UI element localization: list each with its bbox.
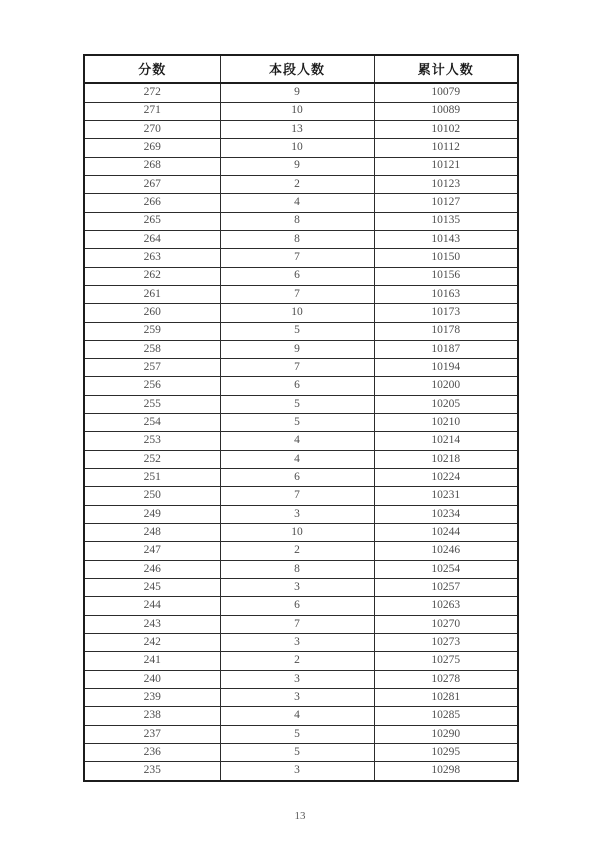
cell-segment-count: 6 xyxy=(220,469,374,487)
cell-cumulative-count: 10123 xyxy=(374,175,518,193)
cell-cumulative-count: 10234 xyxy=(374,505,518,523)
table-row xyxy=(84,542,518,560)
cell-score: 245 xyxy=(84,579,220,597)
table-row xyxy=(84,524,518,542)
cell-score: 271 xyxy=(84,102,220,120)
cell-score: 257 xyxy=(84,359,220,377)
cell-segment-count: 4 xyxy=(220,194,374,212)
cell-segment-count: 10 xyxy=(220,139,374,157)
table-row xyxy=(84,597,518,615)
cell-cumulative-count: 10173 xyxy=(374,304,518,322)
cell-segment-count: 3 xyxy=(220,670,374,688)
cell-score: 235 xyxy=(84,762,220,781)
cell-segment-count: 7 xyxy=(220,285,374,303)
cell-cumulative-count: 10254 xyxy=(374,560,518,578)
table-row xyxy=(84,212,518,230)
table-row xyxy=(84,120,518,138)
table-row xyxy=(84,157,518,175)
cell-score: 251 xyxy=(84,469,220,487)
cell-score: 268 xyxy=(84,157,220,175)
table-row xyxy=(84,652,518,670)
cell-cumulative-count: 10281 xyxy=(374,689,518,707)
cell-cumulative-count: 10263 xyxy=(374,597,518,615)
cell-segment-count: 3 xyxy=(220,689,374,707)
cell-score: 253 xyxy=(84,432,220,450)
cell-score: 266 xyxy=(84,194,220,212)
cell-segment-count: 2 xyxy=(220,542,374,560)
cell-score: 265 xyxy=(84,212,220,230)
cell-segment-count: 13 xyxy=(220,120,374,138)
table-row xyxy=(84,249,518,267)
cell-score: 261 xyxy=(84,285,220,303)
cell-score: 264 xyxy=(84,230,220,248)
cell-score: 258 xyxy=(84,340,220,358)
table-row xyxy=(84,175,518,193)
cell-score: 236 xyxy=(84,744,220,762)
cell-cumulative-count: 10290 xyxy=(374,725,518,743)
cell-segment-count: 7 xyxy=(220,249,374,267)
cell-segment-count: 5 xyxy=(220,414,374,432)
cell-cumulative-count: 10156 xyxy=(374,267,518,285)
table-row xyxy=(84,230,518,248)
table-row xyxy=(84,579,518,597)
table-row xyxy=(84,414,518,432)
cell-score: 243 xyxy=(84,615,220,633)
header-cell-segment-count: 本段人数 xyxy=(220,55,374,83)
cell-cumulative-count: 10163 xyxy=(374,285,518,303)
cell-score: 240 xyxy=(84,670,220,688)
table-header-row xyxy=(84,55,518,83)
page-number: 13 xyxy=(294,810,306,822)
cell-cumulative-count: 10270 xyxy=(374,615,518,633)
cell-segment-count: 4 xyxy=(220,707,374,725)
table-row xyxy=(84,377,518,395)
cell-cumulative-count: 10244 xyxy=(374,524,518,542)
cell-score: 249 xyxy=(84,505,220,523)
cell-segment-count: 8 xyxy=(220,560,374,578)
cell-segment-count: 4 xyxy=(220,450,374,468)
cell-score: 269 xyxy=(84,139,220,157)
cell-segment-count: 6 xyxy=(220,267,374,285)
cell-segment-count: 5 xyxy=(220,322,374,340)
cell-segment-count: 3 xyxy=(220,762,374,781)
cell-cumulative-count: 10187 xyxy=(374,340,518,358)
cell-cumulative-count: 10089 xyxy=(374,102,518,120)
cell-cumulative-count: 10273 xyxy=(374,634,518,652)
cell-cumulative-count: 10295 xyxy=(374,744,518,762)
table-row xyxy=(84,469,518,487)
cell-cumulative-count: 10205 xyxy=(374,395,518,413)
header-cell-score: 分数 xyxy=(84,55,220,83)
cell-score: 248 xyxy=(84,524,220,542)
cell-segment-count: 7 xyxy=(220,487,374,505)
cell-cumulative-count: 10298 xyxy=(374,762,518,781)
table-row xyxy=(84,670,518,688)
table-row xyxy=(84,744,518,762)
table-row xyxy=(84,689,518,707)
cell-score: 244 xyxy=(84,597,220,615)
cell-score: 238 xyxy=(84,707,220,725)
cell-cumulative-count: 10143 xyxy=(374,230,518,248)
cell-cumulative-count: 10231 xyxy=(374,487,518,505)
cell-cumulative-count: 10218 xyxy=(374,450,518,468)
score-distribution-table xyxy=(83,54,519,782)
table-row xyxy=(84,340,518,358)
cell-segment-count: 9 xyxy=(220,340,374,358)
cell-score: 252 xyxy=(84,450,220,468)
table-row xyxy=(84,83,518,102)
cell-cumulative-count: 10214 xyxy=(374,432,518,450)
table-row xyxy=(84,762,518,781)
cell-segment-count: 6 xyxy=(220,377,374,395)
table-row xyxy=(84,267,518,285)
cell-cumulative-count: 10246 xyxy=(374,542,518,560)
table-row xyxy=(84,634,518,652)
cell-cumulative-count: 10210 xyxy=(374,414,518,432)
cell-segment-count: 5 xyxy=(220,744,374,762)
cell-score: 272 xyxy=(84,83,220,102)
cell-segment-count: 7 xyxy=(220,615,374,633)
cell-segment-count: 3 xyxy=(220,634,374,652)
table-row xyxy=(84,322,518,340)
cell-score: 263 xyxy=(84,249,220,267)
cell-score: 242 xyxy=(84,634,220,652)
cell-segment-count: 8 xyxy=(220,212,374,230)
cell-cumulative-count: 10102 xyxy=(374,120,518,138)
cell-score: 262 xyxy=(84,267,220,285)
cell-cumulative-count: 10112 xyxy=(374,139,518,157)
table-row xyxy=(84,194,518,212)
cell-score: 237 xyxy=(84,725,220,743)
table-row xyxy=(84,139,518,157)
cell-cumulative-count: 10278 xyxy=(374,670,518,688)
cell-cumulative-count: 10257 xyxy=(374,579,518,597)
table-row xyxy=(84,707,518,725)
cell-score: 239 xyxy=(84,689,220,707)
table-row xyxy=(84,359,518,377)
cell-cumulative-count: 10200 xyxy=(374,377,518,395)
header-cell-cumulative-count: 累计人数 xyxy=(374,55,518,83)
cell-segment-count: 5 xyxy=(220,725,374,743)
table-row xyxy=(84,615,518,633)
table-row xyxy=(84,304,518,322)
cell-score: 260 xyxy=(84,304,220,322)
cell-cumulative-count: 10127 xyxy=(374,194,518,212)
cell-segment-count: 5 xyxy=(220,395,374,413)
cell-cumulative-count: 10079 xyxy=(374,83,518,102)
cell-segment-count: 8 xyxy=(220,230,374,248)
table-row xyxy=(84,102,518,120)
cell-score: 259 xyxy=(84,322,220,340)
cell-segment-count: 2 xyxy=(220,652,374,670)
cell-cumulative-count: 10121 xyxy=(374,157,518,175)
cell-segment-count: 7 xyxy=(220,359,374,377)
cell-segment-count: 9 xyxy=(220,157,374,175)
cell-segment-count: 10 xyxy=(220,304,374,322)
table-row xyxy=(84,487,518,505)
table-row xyxy=(84,395,518,413)
cell-score: 246 xyxy=(84,560,220,578)
table-body xyxy=(84,83,518,781)
table-row xyxy=(84,560,518,578)
cell-score: 241 xyxy=(84,652,220,670)
cell-segment-count: 6 xyxy=(220,597,374,615)
table-row xyxy=(84,450,518,468)
cell-segment-count: 3 xyxy=(220,579,374,597)
cell-cumulative-count: 10224 xyxy=(374,469,518,487)
cell-cumulative-count: 10178 xyxy=(374,322,518,340)
table-row xyxy=(84,285,518,303)
table-row xyxy=(84,505,518,523)
cell-score: 254 xyxy=(84,414,220,432)
cell-cumulative-count: 10275 xyxy=(374,652,518,670)
cell-score: 267 xyxy=(84,175,220,193)
cell-score: 255 xyxy=(84,395,220,413)
cell-segment-count: 4 xyxy=(220,432,374,450)
cell-score: 270 xyxy=(84,120,220,138)
cell-cumulative-count: 10150 xyxy=(374,249,518,267)
cell-segment-count: 2 xyxy=(220,175,374,193)
cell-cumulative-count: 10135 xyxy=(374,212,518,230)
table-row xyxy=(84,725,518,743)
cell-segment-count: 10 xyxy=(220,102,374,120)
cell-cumulative-count: 10285 xyxy=(374,707,518,725)
cell-score: 250 xyxy=(84,487,220,505)
cell-segment-count: 9 xyxy=(220,83,374,102)
cell-segment-count: 10 xyxy=(220,524,374,542)
table-row xyxy=(84,432,518,450)
cell-score: 256 xyxy=(84,377,220,395)
cell-cumulative-count: 10194 xyxy=(374,359,518,377)
cell-score: 247 xyxy=(84,542,220,560)
cell-segment-count: 3 xyxy=(220,505,374,523)
